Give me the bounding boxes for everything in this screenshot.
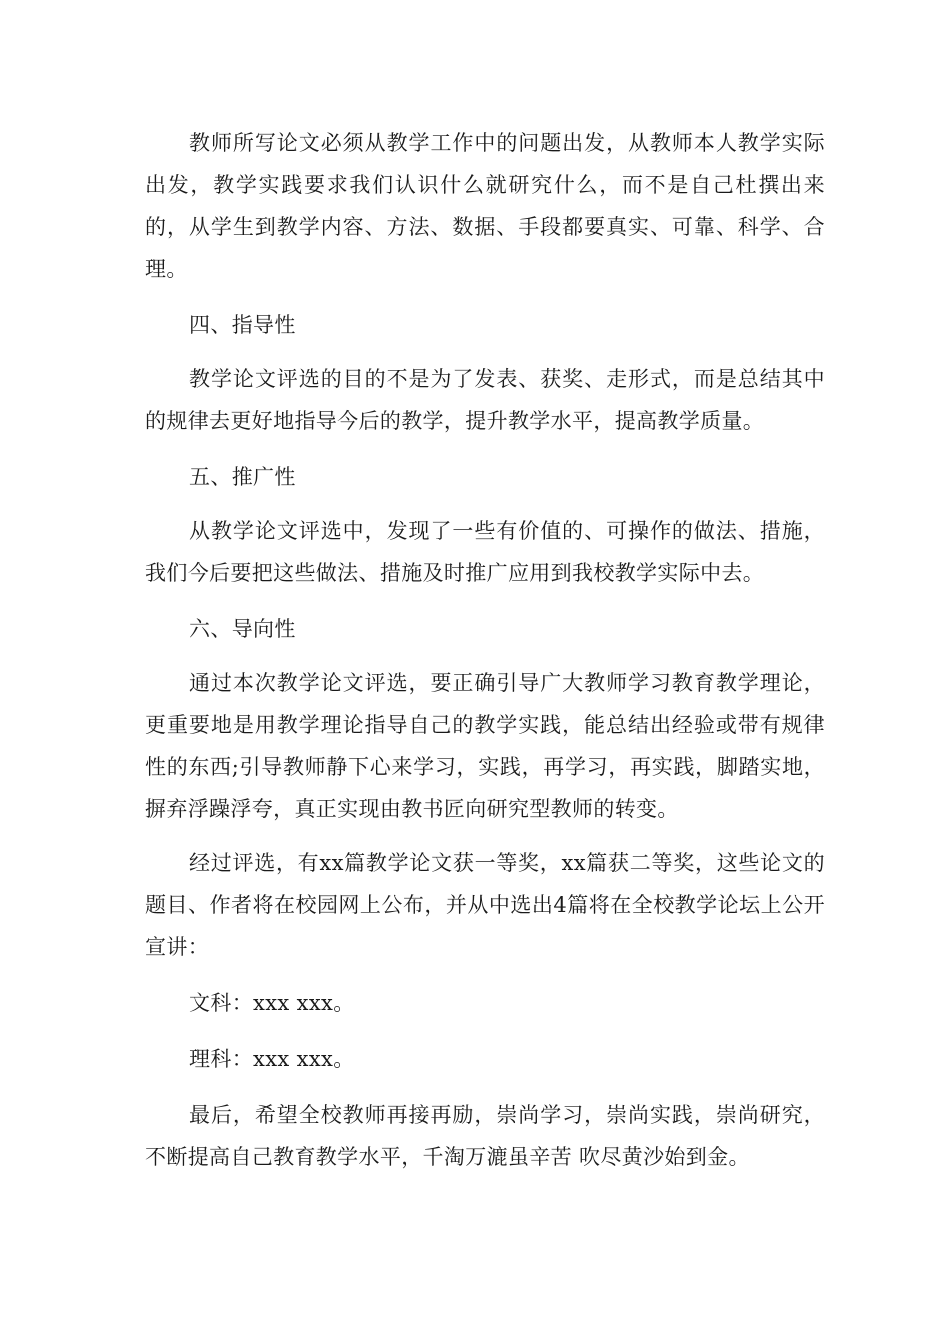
paragraph-results: 经过评选，有xx篇教学论文获一等奖，xx篇获二等奖，这些论文的题目、作者将在校园网上公布，并从中选出4篇将在全校教学论坛上公开宣讲：	[145, 851, 825, 959]
paragraph-authenticity: 教师所写论文必须从教学工作中的问题出发，从教师本人教学实际出发，教学实践要求我们认识什么就研究什么，而不是自己杜撰出来的，从学生到教学内容、方法、数据、手段都要真实、可靠、科学、合理。	[145, 131, 825, 281]
paragraph-guidance: 教学论文评选的目的不是为了发表、获奖、走形式，而是总结其中的规律去更好地指导今后的教学，提升教学水平，提高教学质量。	[145, 367, 825, 433]
paragraph-orientation: 通过本次教学论文评选，要正确引导广大教师学习教育教学理论，更重要地是用教学理论指导自己的教学实践，能总结出经验或带有规律性的东西;引导教师静下心来学习，实践，再学习，再实践，脚踏实地，摒弃浮躁浮夸，真正实现由教书匠向研究型教师的转变。	[145, 671, 825, 821]
line-liberal-arts: 文科：xxx xxx。	[189, 991, 355, 1015]
heading-promotion: 五、推广性	[189, 465, 296, 489]
paragraph-promotion: 从教学论文评选中，发现了一些有价值的、可操作的做法、措施，我们今后要把这些做法、措施及时推广应用到我校教学实际中去。	[145, 519, 825, 585]
paragraph-closing: 最后，希望全校教师再接再励，崇尚学习，崇尚实践，崇尚研究，不断提高自己教育教学水平，千淘万漉虽辛苦 吹尽黄沙始到金。	[145, 1103, 825, 1169]
heading-orientation: 六、导向性	[189, 617, 296, 641]
document-page	[145, 122, 825, 1178]
line-sciences: 理科：xxx xxx。	[189, 1047, 355, 1071]
heading-guidance: 四、指导性	[189, 313, 296, 337]
